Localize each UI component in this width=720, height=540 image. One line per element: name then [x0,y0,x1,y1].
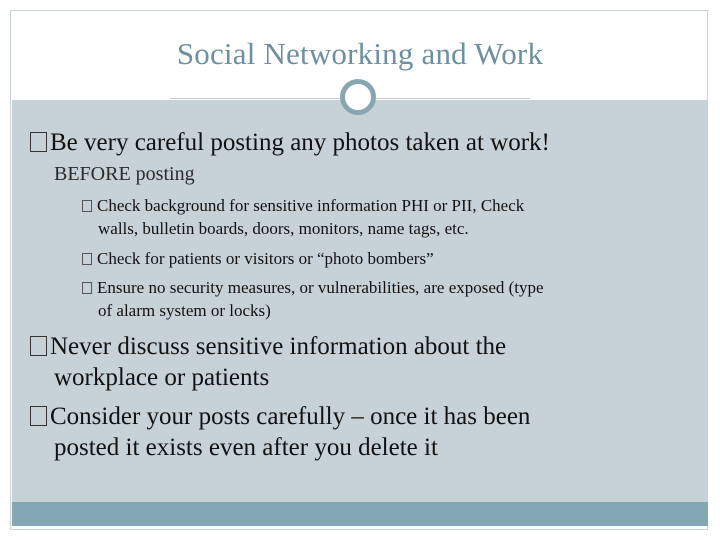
bullet-box-icon [30,406,47,426]
bullet-text-cont: posted it exists even after you delete it [54,434,438,461]
bullet-text: Be very careful posting any photos taken at work! [50,129,550,156]
subbullet-item-1 [82,194,524,217]
bullet-item-3 [30,402,530,432]
subbullet-text-cont: walls, bulletin boards, doors, monitors, name tags, etc. [98,219,469,238]
footer-bar [12,502,708,526]
bullet-item-1 [30,128,550,158]
bullet-box-icon [30,336,47,356]
subbullet-text: Check for patients or visitors or “photo bombers” [97,249,434,268]
subheading: BEFORE posting [54,163,195,185]
bullet-text: Never discuss sensitive information about the [50,333,507,360]
bullet-text: Consider your posts carefully – once it has been [50,403,531,430]
subbullet-item-3 [82,276,544,299]
subbullet-text-cont: of alarm system or locks) [98,301,271,320]
subbullet-box-icon [82,200,92,212]
bullet-box-icon [30,132,47,152]
slide-content [12,100,708,502]
slide-title: Social Networking and Work [176,36,544,71]
subbullet-box-icon [82,253,92,265]
subbullet-item-2 [82,247,434,270]
subbullet-text: Check background for sensitive information PHI or PII, Check [97,196,525,215]
bullet-item-2 [30,332,506,362]
ring-ornament-icon [340,79,376,115]
subbullet-text: Ensure no security measures, or vulnerabilities, are exposed (type [97,278,544,297]
bullet-text-cont: workplace or patients [54,364,270,391]
subbullet-box-icon [82,282,92,294]
